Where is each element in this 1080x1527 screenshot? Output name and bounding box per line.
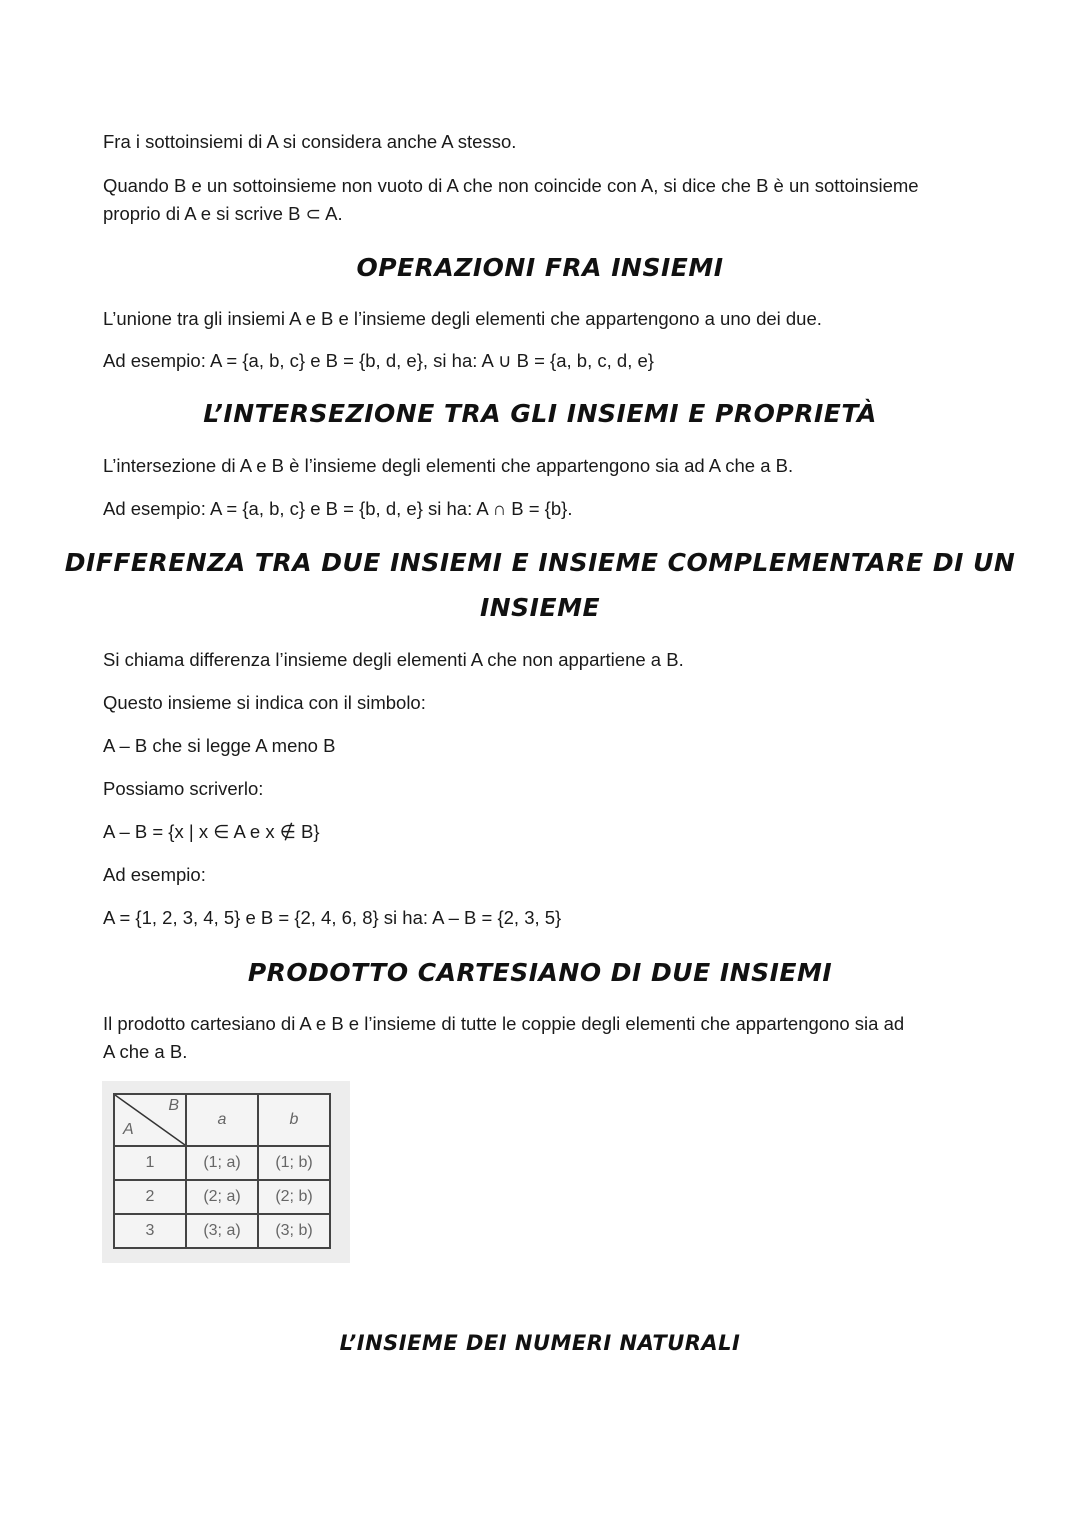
table-cell: (2; b) [258,1180,330,1214]
table-cell: (1; b) [258,1146,330,1180]
paragraph: Possiamo scriverlo: [103,778,264,799]
heading-differenza-cont: INSIEME [479,593,601,622]
column-header: a [186,1094,258,1146]
column-header: b [258,1094,330,1146]
heading-differenza: DIFFERENZA TRA DUE INSIEMI E INSIEME COMPLEMENTARE DI UN [64,548,1016,577]
paragraph: Ad esempio: [103,864,206,885]
paragraph: Il prodotto cartesiano di A e B e l’insieme di tutte le coppie degli elementi che appartengono sia ad [103,1013,905,1034]
paragraph: A = {1, 2, 3, 4, 5} e B = {2, 4, 6, 8} si ha: A – B = {2, 3, 5} [103,907,562,928]
paragraph: Questo insieme si indica con il simbolo: [103,692,426,713]
table-row [114,1214,330,1248]
corner-col-label: B [168,1097,179,1114]
cartesian-product-table [113,1093,331,1249]
paragraph: Ad esempio: A = {a, b, c} e B = {b, d, e}, si ha: A ∪ B = {a, b, c, d, e} [103,350,654,371]
heading-intersezione: L’INTERSEZIONE TRA GLI INSIEMI E PROPRIETÀ [203,399,877,428]
row-label: 3 [114,1214,186,1248]
table-cell: (1; a) [186,1146,258,1180]
paragraph: L’unione tra gli insiemi A e B e l’insieme degli elementi che appartengono a uno dei due. [103,308,822,329]
paragraph: Ad esempio: A = {a, b, c} e B = {b, d, e} si ha: A ∩ B = {b}. [103,498,573,519]
paragraph: A che a B. [103,1041,188,1062]
table-cell: (2; a) [186,1180,258,1214]
table-cell: (3; a) [186,1214,258,1248]
paragraph: L’intersezione di A e B è l’insieme degli elementi che appartengono sia ad A che a B. [103,455,794,476]
row-label: 1 [114,1146,186,1180]
paragraph: Si chiama differenza l’insieme degli elementi A che non appartiene a B. [103,649,684,670]
cartesian-product-table-image [102,1081,350,1263]
row-label: 2 [114,1180,186,1214]
paragraph: A – B che si legge A meno B [103,735,336,756]
table-row [114,1146,330,1180]
heading-prodotto-cartesiano: PRODOTTO CARTESIANO DI DUE INSIEMI [247,958,833,987]
paragraph: Quando B e un sottoinsieme non vuoto di A che non coincide con A, si dice che B è un sottoinsieme [103,175,919,196]
corner-row-label: A [123,1121,134,1138]
formula: A – B = {x | x ∈ A e x ∉ B} [103,821,320,842]
heading-operazioni: OPERAZIONI FRA INSIEMI [356,253,724,282]
corner-cell [114,1094,186,1146]
table-cell: (3; b) [258,1214,330,1248]
paragraph: Fra i sottoinsiemi di A si considera anche A stesso. [103,131,517,152]
paragraph: proprio di A e si scrive B ⊂ A. [103,203,343,224]
heading-numeri-naturali: L’INSIEME DEI NUMERI NATURALI [339,1331,741,1355]
table-row [114,1180,330,1214]
